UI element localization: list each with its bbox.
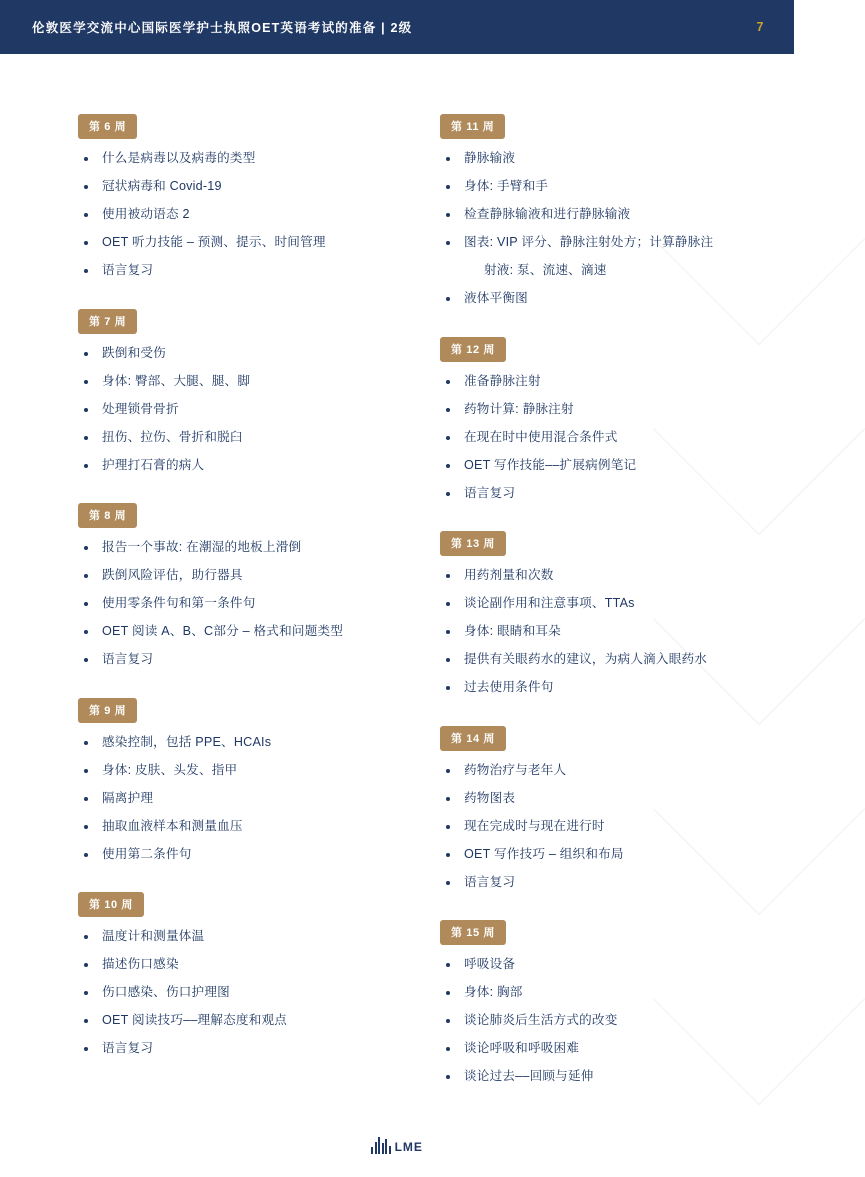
list-item: 抽取血液样本和测量血压 [40,817,376,837]
week-badge: 第 13 周 [440,531,506,556]
list-item: 使用被动语态 2 [40,205,376,225]
logo-bars-icon [371,1137,391,1154]
list-item: 报告一个事故: 在潮湿的地板上滑倒 [40,538,376,558]
week-badge: 第 6 周 [78,114,137,139]
list-item: OET 写作技巧 – 组织和布局 [402,845,738,865]
week-block [402,114,738,309]
week-item-list [402,955,738,1087]
week-block [40,698,376,865]
week-badge: 第 7 周 [78,309,137,334]
list-item: 谈论副作用和注意事项、TTAs [402,594,738,614]
week-block [402,531,738,698]
list-item: 使用零条件句和第一条件句 [40,594,376,614]
week-badge: 第 12 周 [440,337,506,362]
list-item: OET 听力技能 – 预测、提示、时间管理 [40,233,376,253]
list-item: 处理锁骨骨折 [40,400,376,420]
list-item: 身体: 臀部、大腿、腿、脚 [40,372,376,392]
week-item-list [40,733,376,865]
list-item: 什么是病毒以及病毒的类型 [40,149,376,169]
week-badge: 第 11 周 [440,114,505,139]
week-item-list [40,927,376,1059]
list-item: 准备静脉注射 [402,372,738,392]
week-item-list [402,566,738,698]
list-item: 跌倒和受伤 [40,344,376,364]
list-item: 语言复习 [402,873,738,893]
list-item: 身体: 胸部 [402,983,738,1003]
column-left [40,114,376,1115]
list-item: 谈论肺炎后生活方式的改变 [402,1011,738,1031]
page-footer [0,1115,794,1177]
list-item: 谈论过去––回顾与延伸 [402,1067,738,1087]
lme-logo [371,1137,423,1154]
list-item: 过去使用条件句 [402,678,738,698]
list-item: 语言复习 [40,650,376,670]
list-item: 药物治疗与老年人 [402,761,738,781]
list-item: 现在完成时与现在进行时 [402,817,738,837]
week-block [40,892,376,1059]
week-block [40,503,376,670]
week-block [402,920,738,1087]
week-block [402,337,738,504]
week-badge: 第 15 周 [440,920,506,945]
header-title: 伦敦医学交流中心国际医学护士执照OET英语考试的准备 | 2级 [32,21,413,35]
list-item: 身体: 皮肤、头发、指甲 [40,761,376,781]
list-item: 用药剂量和次数 [402,566,738,586]
week-item-list [402,149,738,309]
page-number: 7 [756,20,764,34]
week-badge: 第 8 周 [78,503,137,528]
list-item: OET 阅读 A、B、C部分 – 格式和问题类型 [40,622,376,642]
week-badge: 第 10 周 [78,892,144,917]
week-item-list [402,372,738,504]
week-item-list [40,344,376,476]
list-item: 提供有关眼药水的建议，为病人滴入眼药水 [402,650,738,670]
list-item: 隔离护理 [40,789,376,809]
list-item: 药物图表 [402,789,738,809]
list-item: 描述伤口感染 [40,955,376,975]
page-content [0,54,794,1115]
week-item-list [40,149,376,281]
week-block [40,309,376,476]
column-right [402,114,738,1115]
page-header [0,0,794,54]
list-item: 伤口感染、伤口护理图 [40,983,376,1003]
list-item: 语言复习 [40,1039,376,1059]
list-item: 检查静脉输液和进行静脉输液 [402,205,738,225]
list-item: 使用第二条件句 [40,845,376,865]
list-item: 感染控制，包括 PPE、HCAIs [40,733,376,753]
list-item: 液体平衡图 [402,289,738,309]
week-columns [0,54,794,1115]
list-item: 跌倒风险评估，助行器具 [40,566,376,586]
week-item-list [40,538,376,670]
week-badge: 第 14 周 [440,726,506,751]
list-item: OET 写作技能––扩展病例笔记 [402,456,738,476]
list-item: 药物计算: 静脉注射 [402,400,738,420]
week-block [402,726,738,893]
list-item: OET 阅读技巧––理解态度和观点 [40,1011,376,1031]
list-item: 在现在时中使用混合条件式 [402,428,738,448]
list-item-continuation: 射液: 泵、流速、滴速 [484,263,607,278]
list-item: 护理打石膏的病人 [40,456,376,476]
list-item: 静脉输液 [402,149,738,169]
list-item: 图表: VIP 评分、静脉注射处方；计算静脉注 [402,233,738,253]
list-item: 扭伤、拉伤、骨折和脱臼 [40,428,376,448]
list-item: 身体: 眼睛和耳朵 [402,622,738,642]
week-item-list [402,761,738,893]
week-block [40,114,376,281]
list-item: 语言复习 [402,484,738,504]
logo-text: LME [394,1140,423,1155]
week-badge: 第 9 周 [78,698,137,723]
list-item: 呼吸设备 [402,955,738,975]
list-item: 谈论呼吸和呼吸困难 [402,1039,738,1059]
list-item: 冠状病毒和 Covid-19 [40,177,376,197]
list-item: 语言复习 [40,261,376,281]
list-item: 身体: 手臂和手 [402,177,738,197]
list-item: 温度计和测量体温 [40,927,376,947]
